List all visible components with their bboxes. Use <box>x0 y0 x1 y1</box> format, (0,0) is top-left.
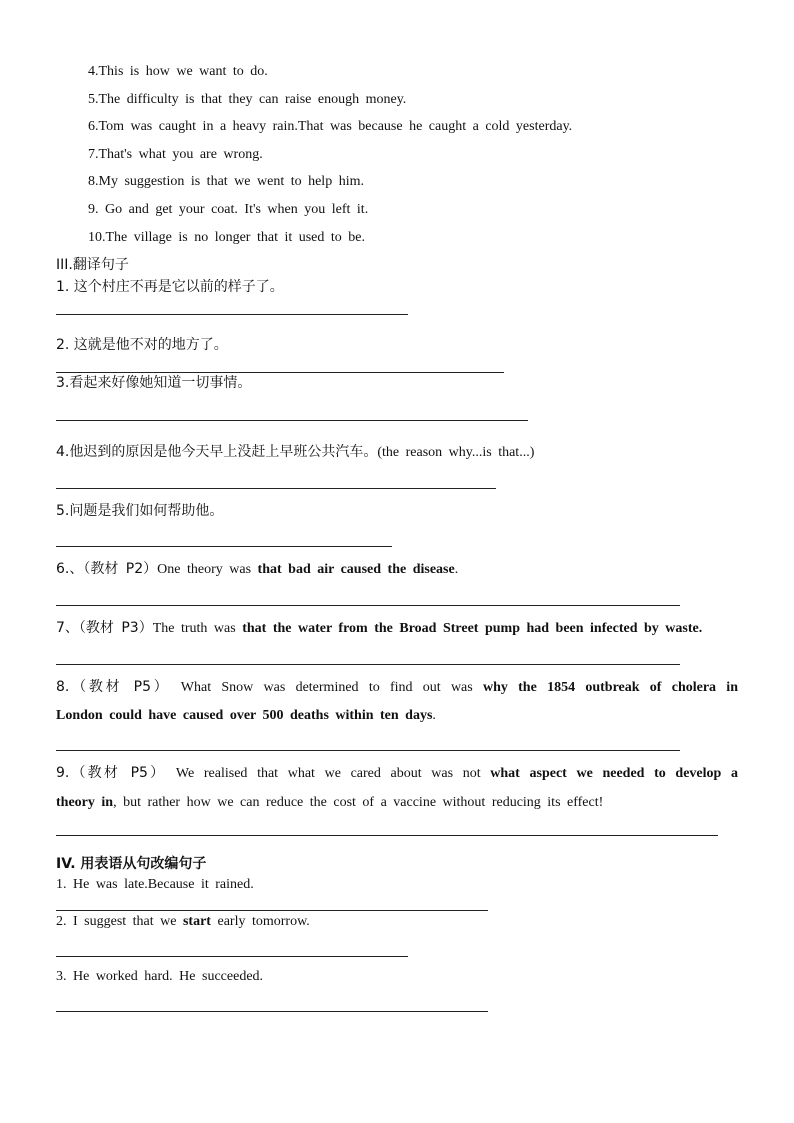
question-9-line-1 <box>56 764 738 783</box>
question-7-bold: that the water from the Broad Street pump had been infected by waste. <box>242 621 703 636</box>
question-8-bold: why the 1854 outbreak of cholera in <box>482 680 738 695</box>
question-8-end: . <box>432 708 436 723</box>
question-8-line-1 <box>56 678 738 697</box>
section-heading: IV. 用表语从句改编句子 <box>56 856 207 872</box>
answer-blank[interactable] <box>56 750 680 751</box>
question-8-source: 8.（教材 P5） <box>56 679 171 695</box>
answer-line: 8.My suggestion is that we went to help him. <box>88 174 364 189</box>
answer-line: 10.The village is no longer that it used to be. <box>88 230 366 245</box>
question-8-text: What Snow was determined to find out was <box>170 680 483 695</box>
rewrite-question-2-bold: start <box>182 914 211 929</box>
answer-blank[interactable] <box>56 910 488 911</box>
answer-blank[interactable] <box>56 372 504 373</box>
question-8-line-2 <box>56 707 436 725</box>
question-8-bold-cont: London could have caused over 500 deaths within ten days <box>56 708 433 723</box>
answer-blank[interactable] <box>56 835 718 836</box>
section-heading: III.翻译句子 <box>56 257 129 273</box>
answer-blank[interactable] <box>56 664 680 665</box>
question-6-source: 6.、（教材 P2） <box>56 561 158 577</box>
question-9-text: We realised that what we cared about was not <box>166 766 491 781</box>
question-6 <box>56 560 458 579</box>
question-6-bold: that bad air caused the disease <box>257 562 455 577</box>
answer-line: 6.Tom was caught in a heavy rain.That was because he caught a cold yesterday. <box>88 119 573 134</box>
question-6-text: One theory was <box>157 562 258 577</box>
question-1: 1. 这个村庄不再是它以前的样子了。 <box>56 279 284 295</box>
question-6-end: . <box>454 562 459 577</box>
answer-line: 7.That's what you are wrong. <box>88 147 263 162</box>
rewrite-question-2-end: early tomorrow. <box>210 914 310 929</box>
answer-blank[interactable] <box>56 420 528 421</box>
question-5: 5.问题是我们如何帮助他。 <box>56 503 224 519</box>
answer-blank[interactable] <box>56 1011 488 1012</box>
question-4-hint: (the reason why...is that...) <box>377 445 535 460</box>
answer-blank[interactable] <box>56 314 408 315</box>
question-4 <box>56 443 534 462</box>
answer-blank[interactable] <box>56 605 680 606</box>
answer-line: 5.The difficulty is that they can raise enough money. <box>88 92 407 107</box>
question-9-bold: what aspect we needed to develop a <box>490 766 738 781</box>
question-9-source: 9.（教材 P5） <box>56 765 167 781</box>
question-3: 3.看起来好像她知道一切事情。 <box>56 375 252 391</box>
question-7-source: 7、（教材 P3） <box>56 620 153 636</box>
answer-blank[interactable] <box>56 546 392 547</box>
answer-line: 9. Go and get your coat. It's when you left it. <box>88 202 369 217</box>
question-2: 2. 这就是他不对的地方了。 <box>56 337 228 353</box>
answer-line: 4.This is how we want to do. <box>88 64 268 79</box>
question-9-rest: , but rather how we can reduce the cost of a vaccine without reducing its effect! <box>113 795 604 810</box>
rewrite-question-3: 3. He worked hard. He succeeded. <box>56 969 264 984</box>
answer-blank[interactable] <box>56 488 496 489</box>
rewrite-question-2-text: 2. I suggest that we <box>56 914 183 929</box>
question-9-bold-cont: theory in <box>56 795 114 810</box>
question-7-text: The truth was <box>152 621 243 636</box>
rewrite-question-1: 1. He was late.Because it rained. <box>56 877 254 892</box>
question-4-text: 4.他迟到的原因是他今天早上没赶上早班公共汽车。 <box>56 444 378 460</box>
question-7 <box>56 619 702 638</box>
rewrite-question-2 <box>56 913 310 931</box>
answer-blank[interactable] <box>56 956 408 957</box>
question-9-line-2 <box>56 794 603 812</box>
